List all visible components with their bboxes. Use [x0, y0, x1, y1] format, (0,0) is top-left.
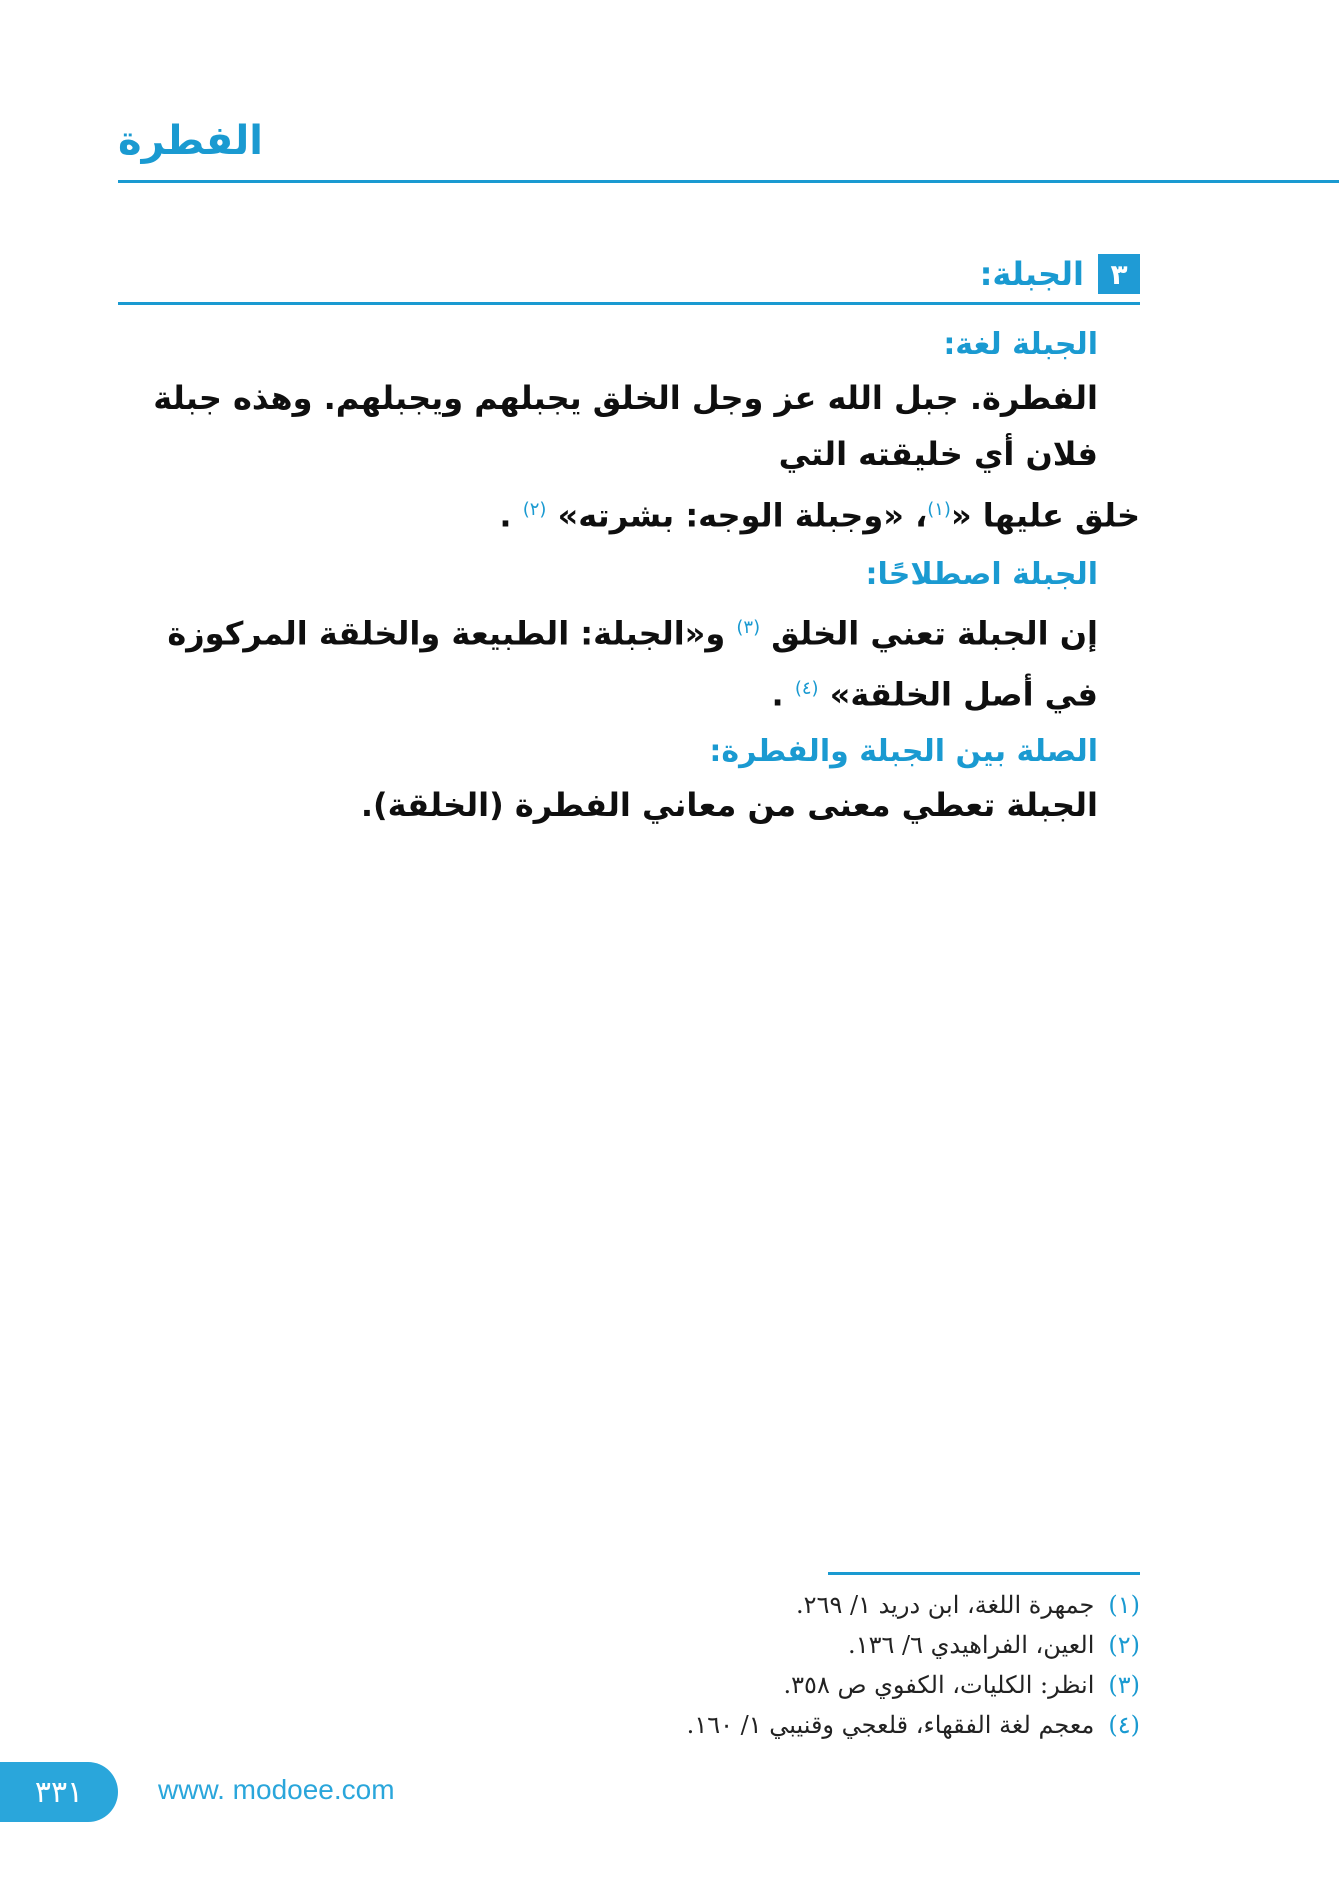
footnote-ref-3[interactable]: (٣): [736, 616, 761, 638]
footnote-text: العين، الفراهيدي ٦/ ١٣٦.: [848, 1631, 1095, 1659]
text-segment: .: [771, 675, 784, 714]
paragraph-linguistic-line2: [118, 482, 1140, 544]
footnote-number: (١): [1108, 1591, 1140, 1619]
footnote-item: [140, 1665, 1140, 1705]
text-segment: خلق عليها «: [950, 496, 1140, 535]
text-segment: ، «وجبلة الوجه: بشرته»: [557, 496, 928, 535]
section-title: الجبلة:: [979, 255, 1084, 293]
footnote-number: (٤): [1108, 1711, 1140, 1739]
footnote-number: (٣): [1108, 1671, 1140, 1699]
footnote-item: [140, 1585, 1140, 1625]
footnote-divider: [828, 1572, 1140, 1575]
section-content: [118, 320, 1140, 833]
footnote-item: [140, 1625, 1140, 1665]
footnote-text: معجم لغة الفقهاء، قلعجي وقنيبي ١/ ١٦٠.: [686, 1711, 1095, 1739]
paragraph-linguistic-line1: الفطرة. جبل الله عز وجل الخلق يجبلهم ويجبلهم. وهذه جبلة فلان أي خليقته التي: [153, 379, 1098, 473]
page-header-title: الفطرة: [118, 118, 263, 164]
footnote-number: (٢): [1108, 1631, 1140, 1659]
text-segment: و«الجبلة: الطبيعة والخلقة المركوزة في أصل الخلقة»: [167, 614, 1098, 714]
subheading-terminological: الجبلة اصطلاحًا:: [865, 556, 1098, 592]
section-heading: [980, 254, 1140, 294]
footnote-ref-4[interactable]: (٤): [794, 678, 819, 700]
paragraph-relation: الجبلة تعطي معنى من معاني الفطرة (الخلقة).: [360, 785, 1098, 824]
text-segment: .: [499, 496, 512, 535]
footnote-text: انظر: الكليات، الكفوي ص ٣٥٨.: [783, 1671, 1095, 1699]
section-divider: [118, 302, 1140, 305]
header-divider: [118, 180, 1339, 183]
subheading-relation: الصلة بين الجبلة والفطرة:: [709, 733, 1098, 769]
section-number-badge: ٣: [1098, 254, 1140, 294]
footnotes-list: [140, 1585, 1140, 1745]
website-link[interactable]: www. modoee.com: [158, 1774, 395, 1805]
footnote-ref-2[interactable]: (٢): [522, 499, 547, 520]
text-segment: إن الجبلة تعني الخلق: [771, 614, 1098, 653]
paragraph-terminological: [118, 600, 1098, 723]
footnote-item: [140, 1705, 1140, 1745]
footnote-text: جمهرة اللغة، ابن دريد ١/ ٢٦٩.: [796, 1591, 1095, 1619]
footnote-ref-1[interactable]: (١): [927, 499, 951, 520]
subheading-linguistic: الجبلة لغة:: [943, 327, 1098, 362]
page-number: ٣٣١: [0, 1762, 118, 1822]
